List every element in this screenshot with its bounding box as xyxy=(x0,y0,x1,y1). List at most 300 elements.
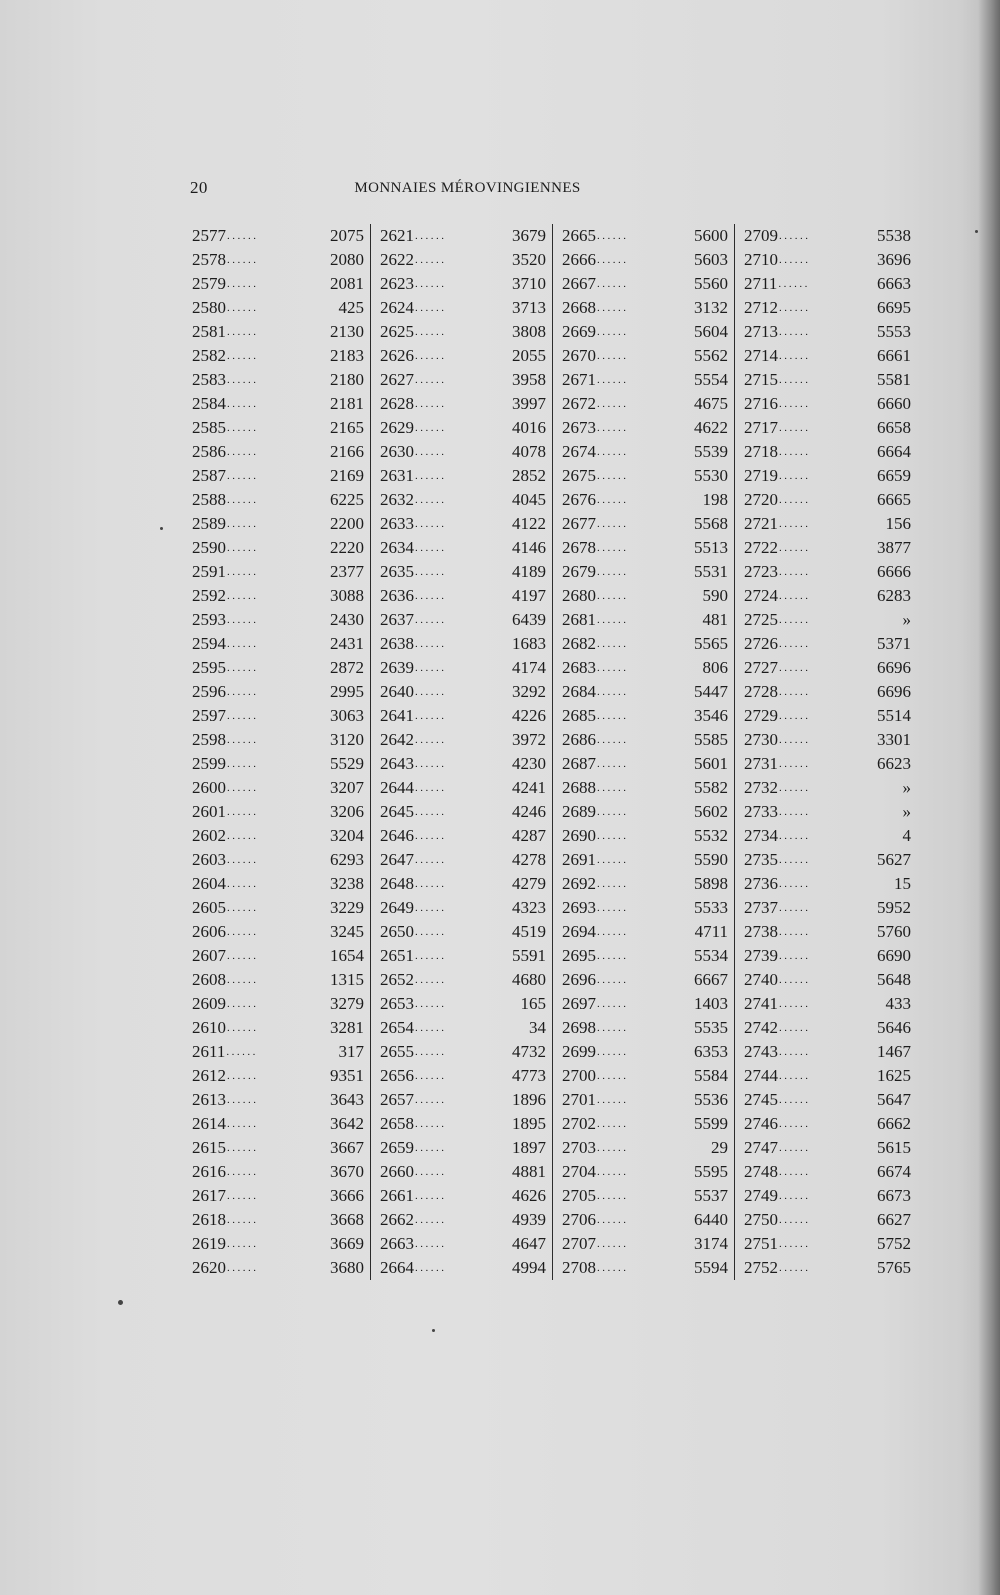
entry-number: 2579 xyxy=(192,274,226,293)
reference-number: 2080 xyxy=(330,250,364,269)
index-row xyxy=(192,512,364,536)
reference-number: » xyxy=(902,778,911,797)
entry-number: 2591 xyxy=(192,562,226,581)
index-row xyxy=(192,1040,364,1064)
leader-dots xyxy=(415,920,505,944)
index-row xyxy=(380,1256,546,1280)
reference-number: 156 xyxy=(885,514,911,533)
index-row xyxy=(744,368,911,392)
entry-number: 2653 xyxy=(380,994,414,1013)
leader-dots xyxy=(415,944,505,968)
index-row xyxy=(744,1208,911,1232)
index-row xyxy=(562,1112,728,1136)
leader-dots xyxy=(227,992,323,1016)
leader-dots xyxy=(779,704,870,728)
index-row xyxy=(192,1136,364,1160)
reference-number: 2377 xyxy=(330,562,364,581)
reference-number: 3696 xyxy=(877,250,911,269)
entry-number: 2654 xyxy=(380,1018,414,1037)
reference-number: 4675 xyxy=(694,394,728,413)
index-row xyxy=(192,776,364,800)
entry-number: 2696 xyxy=(562,970,596,989)
index-row xyxy=(380,1016,546,1040)
reference-number: 6353 xyxy=(694,1042,728,1061)
index-row xyxy=(380,440,546,464)
index-row xyxy=(192,584,364,608)
leader-dots xyxy=(779,920,870,944)
index-row xyxy=(192,344,364,368)
reference-number: 6440 xyxy=(694,1210,728,1229)
leader-dots xyxy=(227,584,323,608)
entry-number: 2618 xyxy=(192,1210,226,1229)
index-row xyxy=(562,1208,728,1232)
reference-number: 5554 xyxy=(694,370,728,389)
index-row xyxy=(380,1088,546,1112)
reference-number: 4241 xyxy=(512,778,546,797)
index-row xyxy=(192,536,364,560)
reference-number: 2872 xyxy=(330,658,364,677)
reference-number: 5648 xyxy=(877,970,911,989)
index-row xyxy=(192,896,364,920)
reference-number: 2075 xyxy=(330,226,364,245)
index-row xyxy=(192,1232,364,1256)
leader-dots xyxy=(227,464,323,488)
leader-dots xyxy=(779,968,870,992)
leader-dots xyxy=(779,224,870,248)
reference-number: 3204 xyxy=(330,826,364,845)
leader-dots xyxy=(415,1016,505,1040)
reference-number: 5562 xyxy=(694,346,728,365)
index-row xyxy=(380,896,546,920)
index-row xyxy=(744,584,911,608)
index-row xyxy=(744,488,911,512)
index-row xyxy=(562,776,728,800)
reference-number: 1467 xyxy=(877,1042,911,1061)
leader-dots xyxy=(779,752,870,776)
index-row xyxy=(744,1040,911,1064)
leader-dots xyxy=(415,440,505,464)
index-row xyxy=(380,248,546,272)
entry-number: 2691 xyxy=(562,850,596,869)
reference-number: 2081 xyxy=(330,274,364,293)
leader-dots xyxy=(779,776,870,800)
reference-number: 5447 xyxy=(694,682,728,701)
entry-number: 2582 xyxy=(192,346,226,365)
leader-dots xyxy=(597,272,687,296)
leader-dots xyxy=(415,1208,505,1232)
entry-number: 2617 xyxy=(192,1186,226,1205)
entry-number: 2692 xyxy=(562,874,596,893)
reference-number: 5595 xyxy=(694,1162,728,1181)
entry-number: 2598 xyxy=(192,730,226,749)
index-row xyxy=(380,224,546,248)
entry-number: 2747 xyxy=(744,1138,778,1157)
leader-dots xyxy=(415,872,505,896)
leader-dots xyxy=(227,296,323,320)
leader-dots xyxy=(597,776,687,800)
entry-number: 2647 xyxy=(380,850,414,869)
reference-number: 4622 xyxy=(694,418,728,437)
entry-number: 2667 xyxy=(562,274,596,293)
entry-number: 2646 xyxy=(380,826,414,845)
index-row xyxy=(744,272,911,296)
entry-number: 2721 xyxy=(744,514,778,533)
entry-number: 2726 xyxy=(744,634,778,653)
reference-number: 5591 xyxy=(512,946,546,965)
entry-number: 2641 xyxy=(380,706,414,725)
leader-dots xyxy=(779,1088,870,1112)
index-row xyxy=(744,848,911,872)
concordance-table xyxy=(189,224,917,1280)
entry-number: 2728 xyxy=(744,682,778,701)
leader-dots xyxy=(227,1064,323,1088)
reference-number: 3132 xyxy=(694,298,728,317)
entry-number: 2628 xyxy=(380,394,414,413)
entry-number: 2723 xyxy=(744,562,778,581)
leader-dots xyxy=(779,1208,870,1232)
entry-number: 2621 xyxy=(380,226,414,245)
leader-dots xyxy=(415,344,505,368)
entry-number: 2659 xyxy=(380,1138,414,1157)
reference-number: 5536 xyxy=(694,1090,728,1109)
reference-number: 6695 xyxy=(877,298,911,317)
index-row xyxy=(562,1064,728,1088)
leader-dots xyxy=(415,1040,505,1064)
leader-dots xyxy=(597,488,687,512)
index-row xyxy=(744,728,911,752)
entry-number: 2707 xyxy=(562,1234,596,1253)
leader-dots xyxy=(415,992,505,1016)
leader-dots xyxy=(597,584,687,608)
index-row xyxy=(744,560,911,584)
index-row xyxy=(380,920,546,944)
reference-number: 5752 xyxy=(877,1234,911,1253)
leader-dots xyxy=(415,296,505,320)
reference-number: 5760 xyxy=(877,922,911,941)
leader-dots xyxy=(779,392,870,416)
entry-number: 2702 xyxy=(562,1114,596,1133)
reference-number: 2183 xyxy=(330,346,364,365)
index-row xyxy=(562,512,728,536)
index-row xyxy=(562,296,728,320)
index-row xyxy=(744,632,911,656)
index-row xyxy=(562,368,728,392)
entry-number: 2581 xyxy=(192,322,226,341)
index-row xyxy=(380,536,546,560)
entry-number: 2610 xyxy=(192,1018,226,1037)
leader-dots xyxy=(779,320,870,344)
leader-dots xyxy=(779,656,870,680)
entry-number: 2651 xyxy=(380,946,414,965)
reference-number: 4323 xyxy=(512,898,546,917)
reference-number: 3958 xyxy=(512,370,546,389)
leader-dots xyxy=(415,680,505,704)
index-row xyxy=(562,896,728,920)
entry-number: 2740 xyxy=(744,970,778,989)
leader-dots xyxy=(415,896,505,920)
index-row xyxy=(744,464,911,488)
index-row xyxy=(380,1232,546,1256)
index-row xyxy=(380,608,546,632)
reference-number: 6623 xyxy=(877,754,911,773)
entry-number: 2592 xyxy=(192,586,226,605)
index-row xyxy=(192,320,364,344)
leader-dots xyxy=(779,296,870,320)
entry-number: 2704 xyxy=(562,1162,596,1181)
index-row xyxy=(380,800,546,824)
leader-dots xyxy=(597,824,687,848)
index-row xyxy=(744,1112,911,1136)
entry-number: 2580 xyxy=(192,298,226,317)
entry-number: 2595 xyxy=(192,658,226,677)
reference-number: 2220 xyxy=(330,538,364,557)
leader-dots xyxy=(227,368,323,392)
entry-number: 2736 xyxy=(744,874,778,893)
leader-dots xyxy=(415,824,505,848)
leader-dots xyxy=(597,656,687,680)
entry-number: 2673 xyxy=(562,418,596,437)
entry-number: 2722 xyxy=(744,538,778,557)
leader-dots xyxy=(227,1184,323,1208)
leader-dots xyxy=(227,248,323,272)
reference-number: 4278 xyxy=(512,850,546,869)
reference-number: 4732 xyxy=(512,1042,546,1061)
index-row xyxy=(192,968,364,992)
reference-number: 5594 xyxy=(694,1258,728,1277)
reference-number: 2130 xyxy=(330,322,364,341)
entry-number: 2586 xyxy=(192,442,226,461)
entry-number: 2697 xyxy=(562,994,596,1013)
leader-dots xyxy=(779,440,870,464)
leader-dots xyxy=(415,416,505,440)
reference-number: 1654 xyxy=(330,946,364,965)
entry-number: 2671 xyxy=(562,370,596,389)
leader-dots xyxy=(227,1160,323,1184)
entry-number: 2600 xyxy=(192,778,226,797)
leader-dots xyxy=(227,656,323,680)
reference-number: 4016 xyxy=(512,418,546,437)
entry-number: 2729 xyxy=(744,706,778,725)
entry-number: 2606 xyxy=(192,922,226,941)
reference-number: 5539 xyxy=(694,442,728,461)
reference-number: 3206 xyxy=(330,802,364,821)
entry-number: 2594 xyxy=(192,634,226,653)
leader-dots xyxy=(227,776,323,800)
leader-dots xyxy=(597,368,687,392)
reference-number: 4519 xyxy=(512,922,546,941)
entry-number: 2629 xyxy=(380,418,414,437)
index-row xyxy=(562,992,728,1016)
entry-number: 2699 xyxy=(562,1042,596,1061)
leader-dots xyxy=(415,776,505,800)
index-row xyxy=(562,824,728,848)
reference-number: 15 xyxy=(894,874,911,893)
reference-number: 1683 xyxy=(512,634,546,653)
entry-number: 2717 xyxy=(744,418,778,437)
entry-number: 2583 xyxy=(192,370,226,389)
reference-number: 6673 xyxy=(877,1186,911,1205)
entry-number: 2632 xyxy=(380,490,414,509)
reference-number: 481 xyxy=(702,610,728,629)
index-row xyxy=(562,872,728,896)
index-row xyxy=(744,1088,911,1112)
entry-number: 2607 xyxy=(192,946,226,965)
leader-dots xyxy=(415,608,505,632)
entry-number: 2700 xyxy=(562,1066,596,1085)
leader-dots xyxy=(597,752,687,776)
leader-dots xyxy=(597,536,687,560)
leader-dots xyxy=(597,728,687,752)
leader-dots xyxy=(227,1136,323,1160)
index-row xyxy=(562,1184,728,1208)
entry-number: 2701 xyxy=(562,1090,596,1109)
entry-number: 2752 xyxy=(744,1258,778,1277)
entry-number: 2705 xyxy=(562,1186,596,1205)
entry-number: 2666 xyxy=(562,250,596,269)
index-row xyxy=(192,848,364,872)
reference-number: 2169 xyxy=(330,466,364,485)
leader-dots xyxy=(227,608,323,632)
reference-number: 3207 xyxy=(330,778,364,797)
index-row xyxy=(192,608,364,632)
leader-dots xyxy=(779,1112,870,1136)
entry-number: 2735 xyxy=(744,850,778,869)
reference-number: 6662 xyxy=(877,1114,911,1133)
index-row xyxy=(562,680,728,704)
index-row xyxy=(562,704,728,728)
index-row xyxy=(744,992,911,1016)
entry-number: 2645 xyxy=(380,802,414,821)
index-row xyxy=(192,992,364,1016)
reference-number: 6667 xyxy=(694,970,728,989)
reference-number: 3174 xyxy=(694,1234,728,1253)
entry-number: 2603 xyxy=(192,850,226,869)
index-row xyxy=(562,344,728,368)
reference-number: 5371 xyxy=(877,634,911,653)
index-row xyxy=(562,1256,728,1280)
reference-number: 3245 xyxy=(330,922,364,941)
leader-dots xyxy=(597,1064,687,1088)
reference-number: 3713 xyxy=(512,298,546,317)
index-row xyxy=(744,872,911,896)
reference-number: 4 xyxy=(902,826,911,845)
entry-number: 2596 xyxy=(192,682,226,701)
index-row xyxy=(744,296,911,320)
leader-dots xyxy=(597,896,687,920)
reference-number: 4279 xyxy=(512,874,546,893)
entry-number: 2597 xyxy=(192,706,226,725)
index-row xyxy=(192,1112,364,1136)
index-row xyxy=(380,728,546,752)
leader-dots xyxy=(415,752,505,776)
reference-number: 3710 xyxy=(512,274,546,293)
reference-number: 5582 xyxy=(694,778,728,797)
leader-dots xyxy=(227,1232,323,1256)
reference-number: 5514 xyxy=(877,706,911,725)
reference-number: 5581 xyxy=(877,370,911,389)
entry-number: 2668 xyxy=(562,298,596,317)
leader-dots xyxy=(227,872,323,896)
entry-number: 2643 xyxy=(380,754,414,773)
entry-number: 2676 xyxy=(562,490,596,509)
leader-dots xyxy=(779,536,870,560)
leader-dots xyxy=(227,1208,323,1232)
leader-dots xyxy=(779,944,870,968)
page-header xyxy=(190,178,745,202)
entry-number: 2608 xyxy=(192,970,226,989)
reference-number: 3642 xyxy=(330,1114,364,1133)
entry-number: 2636 xyxy=(380,586,414,605)
leader-dots xyxy=(779,872,870,896)
leader-dots xyxy=(415,320,505,344)
leader-dots xyxy=(597,1040,687,1064)
entry-number: 2593 xyxy=(192,610,226,629)
entry-number: 2746 xyxy=(744,1114,778,1133)
index-row xyxy=(744,656,911,680)
leader-dots xyxy=(597,632,687,656)
page-edge-shadow xyxy=(978,0,1000,1595)
reference-number: 6660 xyxy=(877,394,911,413)
index-row xyxy=(192,752,364,776)
index-row xyxy=(562,1088,728,1112)
entry-number: 2688 xyxy=(562,778,596,797)
reference-number: 4881 xyxy=(512,1162,546,1181)
entry-number: 2680 xyxy=(562,586,596,605)
leader-dots xyxy=(597,1088,687,1112)
index-row xyxy=(192,704,364,728)
leader-dots xyxy=(415,272,505,296)
index-row xyxy=(192,416,364,440)
reference-number: 5600 xyxy=(694,226,728,245)
entry-number: 2620 xyxy=(192,1258,226,1277)
reference-number: 5533 xyxy=(694,898,728,917)
index-row xyxy=(562,440,728,464)
index-row xyxy=(744,704,911,728)
reference-number: 4246 xyxy=(512,802,546,821)
entry-number: 2605 xyxy=(192,898,226,917)
index-row xyxy=(192,1064,364,1088)
index-row xyxy=(562,968,728,992)
leader-dots xyxy=(779,584,870,608)
reference-number: 3808 xyxy=(512,322,546,341)
index-row xyxy=(744,440,911,464)
entry-number: 2639 xyxy=(380,658,414,677)
reference-number: 6665 xyxy=(877,490,911,509)
index-column-2 xyxy=(371,224,553,1280)
entry-number: 2674 xyxy=(562,442,596,461)
index-row xyxy=(380,464,546,488)
reference-number: 806 xyxy=(702,658,728,677)
leader-dots xyxy=(227,392,323,416)
leader-dots xyxy=(227,1256,323,1280)
leader-dots xyxy=(597,320,687,344)
leader-dots xyxy=(415,536,505,560)
entry-number: 2683 xyxy=(562,658,596,677)
reference-number: » xyxy=(902,610,911,629)
leader-dots xyxy=(597,968,687,992)
reference-number: » xyxy=(902,802,911,821)
entry-number: 2672 xyxy=(562,394,596,413)
index-row xyxy=(192,680,364,704)
index-row xyxy=(380,824,546,848)
reference-number: 34 xyxy=(529,1018,546,1037)
index-row xyxy=(744,416,911,440)
reference-number: 5898 xyxy=(694,874,728,893)
leader-dots xyxy=(597,944,687,968)
leader-dots xyxy=(779,248,870,272)
entry-number: 2751 xyxy=(744,1234,778,1253)
reference-number: 3997 xyxy=(512,394,546,413)
